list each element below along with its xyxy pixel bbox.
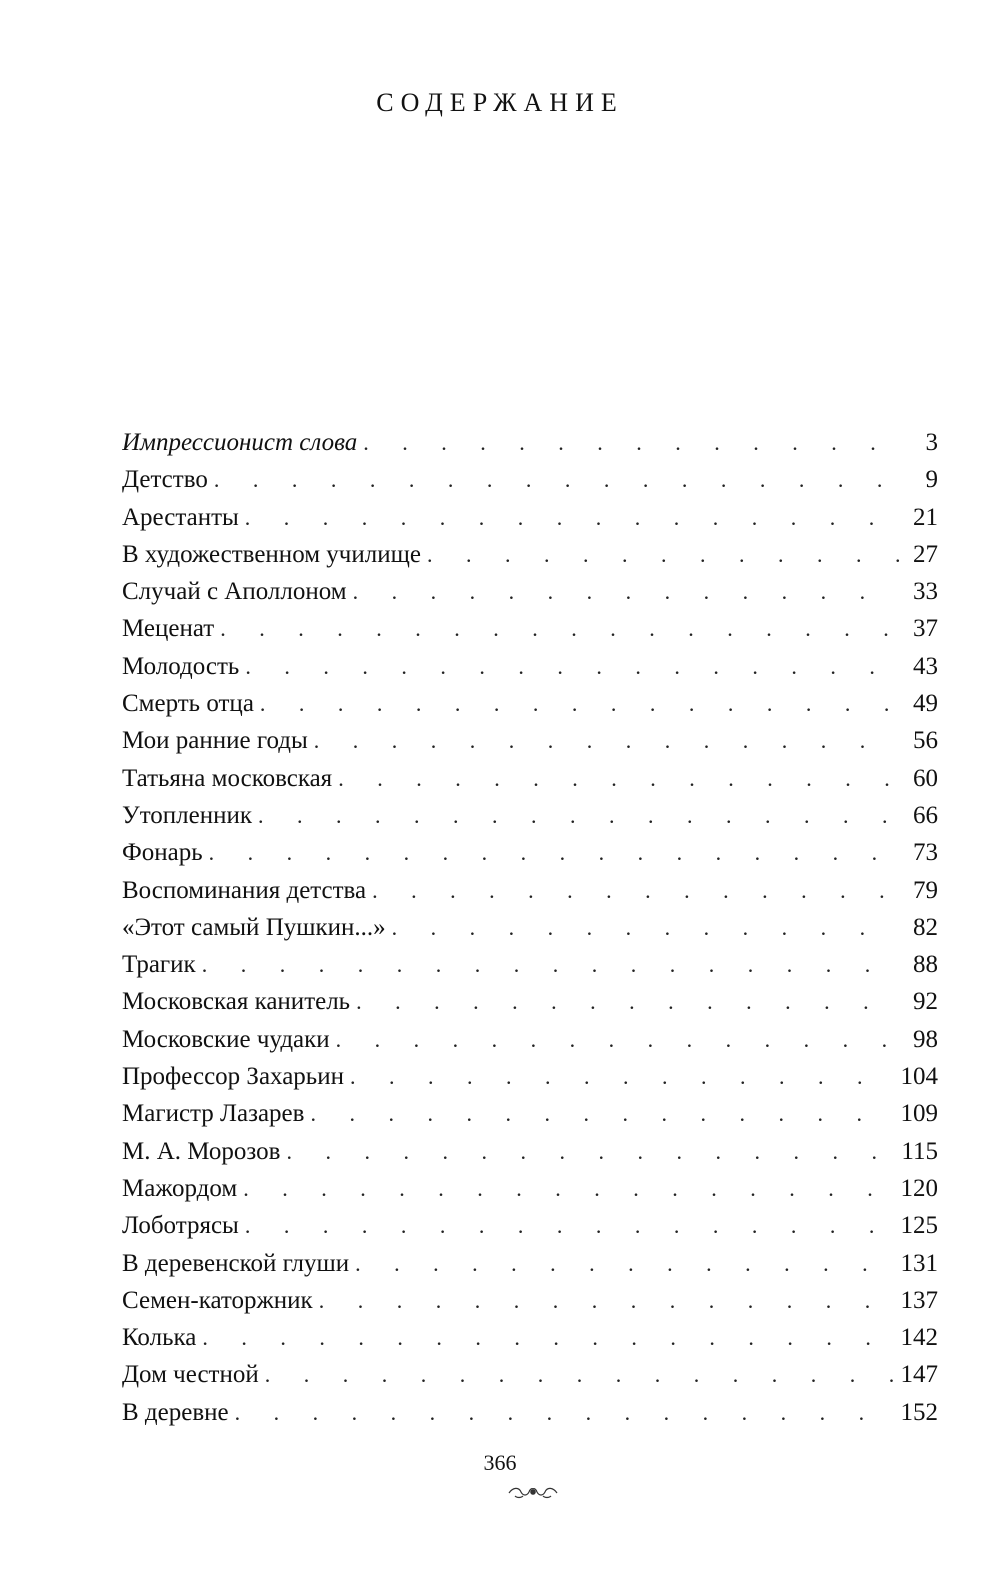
toc-entry-page: 120	[900, 1174, 938, 1202]
toc-entry	[122, 424, 938, 461]
toc-entry-page: 79	[913, 876, 938, 904]
dot-leader	[319, 1282, 893, 1319]
toc-entry	[122, 1282, 938, 1319]
toc-entry-title: Дом честной	[122, 1361, 259, 1389]
table-of-contents	[122, 424, 938, 1431]
toc-entry-title: Семен-каторжник	[122, 1286, 313, 1314]
dot-leader	[372, 872, 900, 909]
toc-entry-page: 88	[913, 951, 938, 979]
toc-entry-page: 82	[913, 913, 938, 941]
dot-leader	[209, 834, 900, 871]
toc-entry	[122, 499, 938, 536]
toc-entry-title: В художественном училище	[122, 540, 421, 568]
dot-leader	[245, 648, 900, 685]
toc-entry-page: 33	[913, 578, 938, 606]
dot-leader	[338, 760, 900, 797]
toc-entry-title: Смерть отца	[122, 690, 254, 718]
toc-entry	[122, 909, 938, 946]
toc-entry-page: 92	[913, 988, 938, 1016]
dot-leader	[427, 536, 900, 573]
dot-leader	[363, 424, 900, 461]
page-title: СОДЕРЖАНИЕ	[376, 88, 624, 117]
toc-entry-page: 9	[925, 466, 938, 494]
dot-leader	[355, 1245, 892, 1282]
toc-entry-title: Мажордом	[122, 1174, 238, 1202]
toc-entry	[122, 536, 938, 573]
dot-leader	[265, 1356, 893, 1393]
dot-leader	[214, 461, 900, 498]
toc-entry-title: Детство	[122, 466, 208, 494]
toc-entry-title: Меценат	[122, 615, 215, 643]
toc-entry-page: 152	[900, 1398, 938, 1426]
toc-entry-title: Татьяна московская	[122, 764, 333, 792]
toc-entry-page: 104	[900, 1063, 938, 1091]
toc-entry	[122, 797, 938, 834]
dot-leader	[310, 1095, 892, 1132]
toc-entry-page: 131	[900, 1249, 938, 1277]
toc-entry-title: Московские чудаки	[122, 1025, 330, 1053]
toc-entry	[122, 760, 938, 797]
dot-leader	[245, 499, 900, 536]
toc-entry-page: 43	[913, 652, 938, 680]
dot-leader	[392, 909, 900, 946]
toc-entry-title: «Этот самый Пушкин...»	[122, 913, 386, 941]
toc-entry-title: Утопленник	[122, 801, 253, 829]
toc-entry-title: Фонарь	[122, 839, 203, 867]
toc-entry-page: 66	[913, 801, 938, 829]
toc-entry-title: Воспоминания детства	[122, 876, 367, 904]
toc-entry-title: Московская канитель	[122, 988, 351, 1016]
dot-leader	[258, 797, 900, 834]
toc-entry-title: Магистр Лазарев	[122, 1100, 305, 1128]
dot-leader	[353, 573, 900, 610]
toc-entry	[122, 461, 938, 498]
toc-entry	[122, 1170, 938, 1207]
dot-leader	[260, 685, 900, 722]
toc-entry-page: 49	[913, 690, 938, 718]
dot-leader	[243, 1170, 892, 1207]
dot-leader	[245, 1207, 893, 1244]
dot-leader	[220, 610, 900, 647]
toc-entry	[122, 872, 938, 909]
toc-entry	[122, 1021, 938, 1058]
toc-entry	[122, 1207, 938, 1244]
dot-leader	[202, 946, 900, 983]
floral-ornament-icon	[505, 1484, 561, 1500]
toc-entry-title: В деревне	[122, 1398, 229, 1426]
toc-entry-page: 27	[913, 540, 938, 568]
toc-entry-title: М. А. Морозов	[122, 1137, 281, 1165]
toc-entry	[122, 946, 938, 983]
toc-entry-title: В деревенской глуши	[122, 1249, 350, 1277]
toc-entry-page: 142	[900, 1324, 938, 1352]
toc-entry-title: Арестанты	[122, 503, 239, 531]
page-number: 366	[483, 1450, 517, 1475]
dot-leader	[314, 722, 900, 759]
toc-entry	[122, 1245, 938, 1282]
toc-entry-page: 60	[913, 764, 938, 792]
toc-entry-page: 115	[901, 1137, 938, 1165]
toc-entry-title: Мои ранние годы	[122, 727, 308, 755]
toc-entry-page: 3	[925, 429, 938, 456]
toc-entry-title: Молодость	[122, 652, 240, 680]
toc-entry-title: Лоботрясы	[122, 1212, 239, 1240]
toc-entry	[122, 1095, 938, 1132]
toc-entry	[122, 573, 938, 610]
dot-leader	[356, 983, 900, 1020]
dot-leader	[235, 1394, 893, 1431]
toc-entry-page: 56	[913, 727, 938, 755]
toc-entry-title: Случай с Аполлоном	[122, 578, 347, 606]
toc-entry-page: 73	[913, 839, 938, 867]
toc-entry	[122, 610, 938, 647]
toc-entry	[122, 1319, 938, 1356]
toc-entry	[122, 722, 938, 759]
toc-entry-page: 125	[900, 1212, 938, 1240]
toc-entry-page: 37	[913, 615, 938, 643]
toc-entry-title: Импрессионист слова	[122, 429, 358, 456]
toc-entry-page: 147	[900, 1361, 938, 1389]
toc-entry	[122, 1394, 938, 1431]
dot-leader	[336, 1021, 900, 1058]
toc-entry	[122, 648, 938, 685]
dot-leader	[350, 1058, 893, 1095]
toc-entry-page: 137	[900, 1286, 938, 1314]
toc-entry	[122, 685, 938, 722]
toc-entry	[122, 1356, 938, 1393]
toc-entry-title: Профессор Захарьин	[122, 1063, 344, 1091]
toc-entry-title: Трагик	[122, 951, 196, 979]
dot-leader	[202, 1319, 892, 1356]
toc-entry-page: 98	[913, 1025, 938, 1053]
toc-entry-page: 109	[900, 1100, 938, 1128]
toc-entry	[122, 983, 938, 1020]
toc-entry	[122, 1133, 938, 1170]
toc-entry	[122, 834, 938, 871]
toc-entry-page: 21	[913, 503, 938, 531]
toc-entry-title: Колька	[122, 1324, 197, 1352]
dot-leader	[286, 1133, 893, 1170]
toc-entry	[122, 1058, 938, 1095]
